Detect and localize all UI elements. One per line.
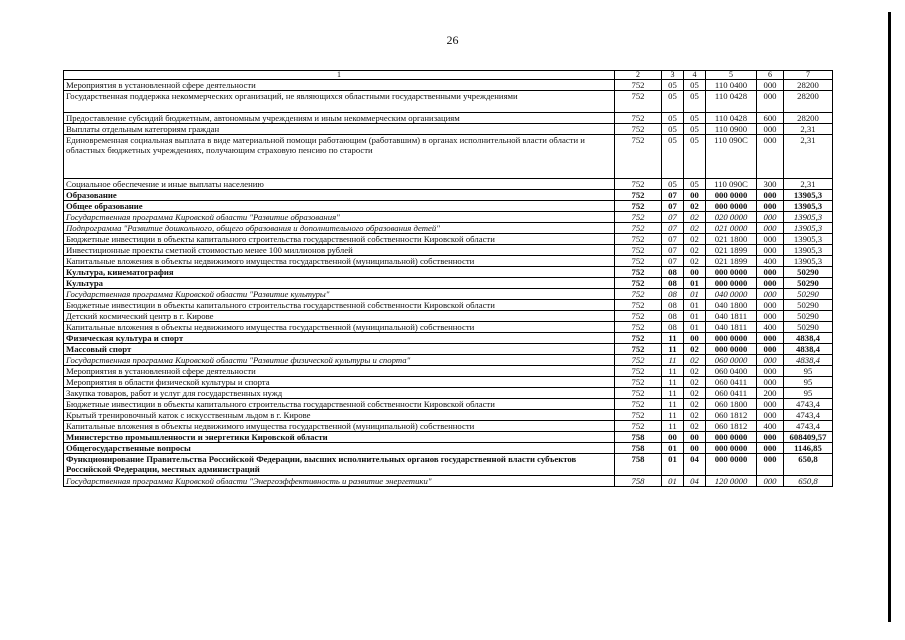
row-name: Образование — [64, 190, 615, 201]
row-code-ministry: 752 — [615, 124, 662, 135]
row-name: Министерство промышленности и энергетики Кировской области — [64, 432, 615, 443]
row-code-subsection: 02 — [684, 344, 706, 355]
row-code-subsection: 02 — [684, 201, 706, 212]
row-code-section: 07 — [662, 223, 684, 234]
table-row — [64, 399, 833, 410]
row-code-expense: 000 — [757, 454, 784, 476]
row-code-target: 110 090С — [706, 179, 757, 190]
row-code-expense: 000 — [757, 80, 784, 91]
row-name: Физическая культура и спорт — [64, 333, 615, 344]
header-col-3: 3 — [662, 71, 684, 80]
row-code-subsection: 01 — [684, 322, 706, 333]
row-code-section: 08 — [662, 300, 684, 311]
row-code-expense: 400 — [757, 256, 784, 267]
row-code-section: 01 — [662, 476, 684, 487]
row-code-target: 060 0400 — [706, 366, 757, 377]
row-code-target: 060 1812 — [706, 410, 757, 421]
row-code-subsection: 02 — [684, 410, 706, 421]
row-code-subsection: 02 — [684, 355, 706, 366]
row-code-expense: 000 — [757, 355, 784, 366]
row-code-target: 110 090С — [706, 135, 757, 179]
table-row — [64, 355, 833, 366]
row-code-ministry: 752 — [615, 113, 662, 124]
row-code-section: 05 — [662, 124, 684, 135]
row-code-ministry: 752 — [615, 256, 662, 267]
row-code-ministry: 752 — [615, 201, 662, 212]
row-code-target: 000 0000 — [706, 344, 757, 355]
table-row — [64, 80, 833, 91]
row-code-subsection: 02 — [684, 366, 706, 377]
row-code-expense: 000 — [757, 212, 784, 223]
row-name: Массовый спорт — [64, 344, 615, 355]
row-amount: 2,31 — [784, 179, 833, 190]
row-code-ministry: 752 — [615, 344, 662, 355]
row-code-ministry: 752 — [615, 300, 662, 311]
row-code-ministry: 752 — [615, 333, 662, 344]
row-code-ministry: 752 — [615, 245, 662, 256]
row-code-section: 11 — [662, 344, 684, 355]
row-amount: 28200 — [784, 91, 833, 113]
table-row — [64, 256, 833, 267]
row-code-subsection: 02 — [684, 421, 706, 432]
table-header-row — [64, 71, 833, 80]
row-name: Мероприятия в установленной сфере деятельности — [64, 80, 615, 91]
row-amount: 13905,3 — [784, 190, 833, 201]
row-code-subsection: 04 — [684, 454, 706, 476]
row-name: Государственная программа Кировской области "Энергоэффективность и развитие энергетики" — [64, 476, 615, 487]
row-code-section: 08 — [662, 267, 684, 278]
table-row — [64, 267, 833, 278]
row-code-section: 11 — [662, 366, 684, 377]
row-code-ministry: 752 — [615, 388, 662, 399]
row-amount: 50290 — [784, 311, 833, 322]
row-code-ministry: 758 — [615, 454, 662, 476]
table-row — [64, 344, 833, 355]
row-name: Бюджетные инвестиции в объекты капитального строительства государственной собственности Кировской области — [64, 300, 615, 311]
row-code-ministry: 752 — [615, 322, 662, 333]
row-code-expense: 300 — [757, 179, 784, 190]
row-amount: 4838,4 — [784, 333, 833, 344]
row-code-ministry: 752 — [615, 234, 662, 245]
row-name: Предоставление субсидий бюджетным, автономным учреждениям и иным некоммерческим организациям — [64, 113, 615, 124]
row-code-target: 120 0000 — [706, 476, 757, 487]
row-code-section: 01 — [662, 443, 684, 454]
row-code-section: 11 — [662, 355, 684, 366]
row-code-subsection: 00 — [684, 190, 706, 201]
row-code-subsection: 02 — [684, 212, 706, 223]
row-code-target: 060 1800 — [706, 399, 757, 410]
table-row — [64, 278, 833, 289]
table-row — [64, 234, 833, 245]
row-name: Государственная программа Кировской области "Развитие культуры" — [64, 289, 615, 300]
row-name: Государственная поддержка некоммерческих организаций, не являющихся областными государственными учреждениями — [64, 91, 615, 113]
row-code-target: 060 0000 — [706, 355, 757, 366]
row-code-target: 040 1811 — [706, 322, 757, 333]
row-code-expense: 000 — [757, 432, 784, 443]
row-code-subsection: 02 — [684, 388, 706, 399]
table-row — [64, 300, 833, 311]
row-amount: 50290 — [784, 267, 833, 278]
header-col-2: 2 — [615, 71, 662, 80]
row-code-ministry: 752 — [615, 421, 662, 432]
table-row — [64, 443, 833, 454]
row-code-subsection: 00 — [684, 443, 706, 454]
row-code-expense: 000 — [757, 344, 784, 355]
page-edge-bar — [888, 12, 891, 622]
row-code-ministry: 758 — [615, 476, 662, 487]
row-code-target: 000 0000 — [706, 190, 757, 201]
row-code-target: 020 0000 — [706, 212, 757, 223]
row-code-section: 07 — [662, 256, 684, 267]
row-code-expense: 000 — [757, 267, 784, 278]
row-amount: 4743,4 — [784, 410, 833, 421]
table-row — [64, 124, 833, 135]
row-code-target: 000 0000 — [706, 267, 757, 278]
row-code-ministry: 752 — [615, 212, 662, 223]
table-row — [64, 179, 833, 190]
table-row — [64, 311, 833, 322]
row-code-ministry: 752 — [615, 278, 662, 289]
row-amount: 13905,3 — [784, 256, 833, 267]
row-code-section: 01 — [662, 454, 684, 476]
row-code-section: 11 — [662, 410, 684, 421]
row-code-section: 07 — [662, 201, 684, 212]
table-row — [64, 377, 833, 388]
row-name: Культура, кинематография — [64, 267, 615, 278]
row-code-subsection: 05 — [684, 179, 706, 190]
row-code-target: 000 0000 — [706, 443, 757, 454]
row-code-subsection: 05 — [684, 91, 706, 113]
row-code-section: 07 — [662, 190, 684, 201]
table-row — [64, 366, 833, 377]
row-code-target: 040 0000 — [706, 289, 757, 300]
row-amount: 2,31 — [784, 135, 833, 179]
row-name: Детский космический центр в г. Кирове — [64, 311, 615, 322]
row-code-subsection: 05 — [684, 124, 706, 135]
table-row — [64, 212, 833, 223]
row-code-target: 000 0000 — [706, 201, 757, 212]
row-code-subsection: 01 — [684, 278, 706, 289]
row-name: Общегосударственные вопросы — [64, 443, 615, 454]
row-amount: 95 — [784, 388, 833, 399]
row-code-expense: 000 — [757, 443, 784, 454]
row-code-target: 060 0411 — [706, 388, 757, 399]
row-code-expense: 000 — [757, 289, 784, 300]
row-code-expense: 000 — [757, 410, 784, 421]
row-name: Капитальные вложения в объекты недвижимого имущества государственной (муниципальной) собственности — [64, 322, 615, 333]
table-row — [64, 322, 833, 333]
row-code-target: 000 0000 — [706, 432, 757, 443]
row-code-section: 08 — [662, 289, 684, 300]
row-code-ministry: 752 — [615, 267, 662, 278]
row-code-target: 021 1899 — [706, 245, 757, 256]
row-code-target: 060 1812 — [706, 421, 757, 432]
row-amount: 95 — [784, 366, 833, 377]
row-code-expense: 000 — [757, 135, 784, 179]
row-name: Капитальные вложения в объекты недвижимого имущества государственной (муниципальной) собственности — [64, 421, 615, 432]
row-name: Социальное обеспечение и иные выплаты населению — [64, 179, 615, 190]
row-code-expense: 200 — [757, 388, 784, 399]
row-code-section: 11 — [662, 377, 684, 388]
table-row — [64, 190, 833, 201]
table-row — [64, 454, 833, 476]
row-code-expense: 000 — [757, 124, 784, 135]
table-row — [64, 91, 833, 113]
row-name: Мероприятия в области физической культуры и спорта — [64, 377, 615, 388]
row-code-ministry: 758 — [615, 443, 662, 454]
page-number: 26 — [446, 33, 459, 47]
row-code-expense: 000 — [757, 311, 784, 322]
row-code-target: 000 0000 — [706, 333, 757, 344]
row-amount: 4743,4 — [784, 421, 833, 432]
row-name: Общее образование — [64, 201, 615, 212]
row-name: Культура — [64, 278, 615, 289]
row-code-ministry: 752 — [615, 135, 662, 179]
row-amount: 50290 — [784, 278, 833, 289]
row-code-section: 07 — [662, 245, 684, 256]
row-amount: 13905,3 — [784, 234, 833, 245]
row-name: Подпрограмма "Развитие дошкольного, общего образования и дополнительного образования детей" — [64, 223, 615, 234]
row-amount: 28200 — [784, 113, 833, 124]
row-code-target: 110 0900 — [706, 124, 757, 135]
table-row — [64, 421, 833, 432]
row-code-target: 110 0428 — [706, 91, 757, 113]
row-name: Бюджетные инвестиции в объекты капитального строительства государственной собственности Кировской области — [64, 399, 615, 410]
row-amount: 28200 — [784, 80, 833, 91]
row-code-subsection: 04 — [684, 476, 706, 487]
table-row — [64, 476, 833, 487]
row-code-expense: 000 — [757, 278, 784, 289]
header-col-5: 5 — [706, 71, 757, 80]
header-col-6: 6 — [757, 71, 784, 80]
header-col-4: 4 — [684, 71, 706, 80]
row-code-section: 07 — [662, 212, 684, 223]
row-code-section: 05 — [662, 80, 684, 91]
table-row — [64, 289, 833, 300]
table-row — [64, 135, 833, 179]
row-code-expense: 000 — [757, 476, 784, 487]
row-code-subsection: 01 — [684, 311, 706, 322]
row-name: Бюджетные инвестиции в объекты капитального строительства государственной собственности Кировской области — [64, 234, 615, 245]
table-row — [64, 113, 833, 124]
row-code-section: 11 — [662, 399, 684, 410]
row-code-section: 05 — [662, 91, 684, 113]
row-code-ministry: 752 — [615, 80, 662, 91]
row-code-expense: 000 — [757, 223, 784, 234]
row-code-target: 000 0000 — [706, 278, 757, 289]
row-name: Единовременная социальная выплата в виде материальной помощи работающим (работавшим) в органах исполнительной власти области и областных бюджетных учреждениях, получающим страховую пенсию по старости — [64, 135, 615, 179]
row-amount: 4743,4 — [784, 399, 833, 410]
row-code-expense: 000 — [757, 399, 784, 410]
row-amount: 4838,4 — [784, 344, 833, 355]
row-code-expense: 400 — [757, 421, 784, 432]
row-code-ministry: 752 — [615, 410, 662, 421]
row-code-expense: 000 — [757, 377, 784, 388]
row-name: Мероприятия в установленной сфере деятельности — [64, 366, 615, 377]
row-amount: 50290 — [784, 289, 833, 300]
row-code-section: 08 — [662, 322, 684, 333]
row-name: Выплаты отдельным категориям граждан — [64, 124, 615, 135]
table-row — [64, 410, 833, 421]
row-code-ministry: 752 — [615, 355, 662, 366]
row-code-section: 11 — [662, 333, 684, 344]
row-code-subsection: 00 — [684, 333, 706, 344]
row-amount: 13905,3 — [784, 245, 833, 256]
row-code-subsection: 02 — [684, 223, 706, 234]
row-name: Функционирование Правительства Российской Федерации, высших исполнительных органов государственной власти субъектов Российской Федерации, местных администраций — [64, 454, 615, 476]
row-code-subsection: 05 — [684, 80, 706, 91]
row-code-expense: 000 — [757, 366, 784, 377]
row-code-ministry: 758 — [615, 432, 662, 443]
row-code-target: 040 1811 — [706, 311, 757, 322]
row-amount: 50290 — [784, 322, 833, 333]
table-row — [64, 201, 833, 212]
row-code-ministry: 752 — [615, 377, 662, 388]
row-name: Государственная программа Кировской области "Развитие образования" — [64, 212, 615, 223]
row-code-section: 11 — [662, 388, 684, 399]
row-amount: 4838,4 — [784, 355, 833, 366]
row-name: Закупка товаров, работ и услуг для государственных нужд — [64, 388, 615, 399]
row-code-ministry: 752 — [615, 91, 662, 113]
row-code-section: 05 — [662, 113, 684, 124]
row-code-ministry: 752 — [615, 179, 662, 190]
row-code-subsection: 02 — [684, 377, 706, 388]
table-row — [64, 432, 833, 443]
row-code-expense: 600 — [757, 113, 784, 124]
row-code-expense: 000 — [757, 91, 784, 113]
row-code-target: 110 0428 — [706, 113, 757, 124]
row-code-subsection: 05 — [684, 135, 706, 179]
row-code-ministry: 752 — [615, 190, 662, 201]
row-code-target: 021 1800 — [706, 234, 757, 245]
row-amount: 608409,57 — [784, 432, 833, 443]
row-code-expense: 000 — [757, 245, 784, 256]
row-amount: 13905,3 — [784, 223, 833, 234]
row-code-target: 040 1800 — [706, 300, 757, 311]
row-amount: 50290 — [784, 300, 833, 311]
row-code-section: 08 — [662, 278, 684, 289]
row-name: Инвестиционные проекты сметной стоимостью менее 100 миллионов рублей — [64, 245, 615, 256]
budget-table — [63, 70, 833, 487]
table-row — [64, 333, 833, 344]
row-name: Государственная программа Кировской области "Развитие физической культуры и спорта" — [64, 355, 615, 366]
row-code-ministry: 752 — [615, 399, 662, 410]
row-code-ministry: 752 — [615, 366, 662, 377]
row-code-expense: 000 — [757, 234, 784, 245]
row-code-subsection: 01 — [684, 289, 706, 300]
row-code-target: 021 1899 — [706, 256, 757, 267]
table-body — [64, 80, 833, 487]
row-code-section: 07 — [662, 234, 684, 245]
row-amount: 13905,3 — [784, 201, 833, 212]
row-code-ministry: 752 — [615, 289, 662, 300]
row-code-target: 110 0400 — [706, 80, 757, 91]
header-col-7: 7 — [784, 71, 833, 80]
table-row — [64, 388, 833, 399]
row-code-target: 021 0000 — [706, 223, 757, 234]
row-code-section: 11 — [662, 421, 684, 432]
row-code-subsection: 02 — [684, 234, 706, 245]
row-code-subsection: 02 — [684, 256, 706, 267]
row-code-ministry: 752 — [615, 311, 662, 322]
row-name: Капитальные вложения в объекты недвижимого имущества государственной (муниципальной) собственности — [64, 256, 615, 267]
row-code-expense: 000 — [757, 300, 784, 311]
row-code-target: 000 0000 — [706, 454, 757, 476]
row-code-subsection: 01 — [684, 300, 706, 311]
row-code-section: 05 — [662, 179, 684, 190]
row-code-subsection: 00 — [684, 432, 706, 443]
row-code-target: 060 0411 — [706, 377, 757, 388]
row-code-expense: 000 — [757, 190, 784, 201]
row-code-subsection: 02 — [684, 399, 706, 410]
row-code-expense: 400 — [757, 322, 784, 333]
row-code-ministry: 752 — [615, 223, 662, 234]
table-row — [64, 245, 833, 256]
table-row — [64, 223, 833, 234]
row-code-section: 08 — [662, 311, 684, 322]
row-code-subsection: 02 — [684, 245, 706, 256]
row-code-subsection: 00 — [684, 267, 706, 278]
row-name: Крытый тренировочный каток с искусственным льдом в г. Кирове — [64, 410, 615, 421]
row-amount: 95 — [784, 377, 833, 388]
row-amount: 2,31 — [784, 124, 833, 135]
row-code-expense: 000 — [757, 201, 784, 212]
header-col-1: 1 — [64, 71, 615, 80]
row-code-section: 00 — [662, 432, 684, 443]
row-amount: 650,8 — [784, 476, 833, 487]
row-amount: 13905,3 — [784, 212, 833, 223]
row-code-section: 05 — [662, 135, 684, 179]
row-amount: 650,8 — [784, 454, 833, 476]
row-amount: 1146,85 — [784, 443, 833, 454]
row-code-subsection: 05 — [684, 113, 706, 124]
row-code-expense: 000 — [757, 333, 784, 344]
